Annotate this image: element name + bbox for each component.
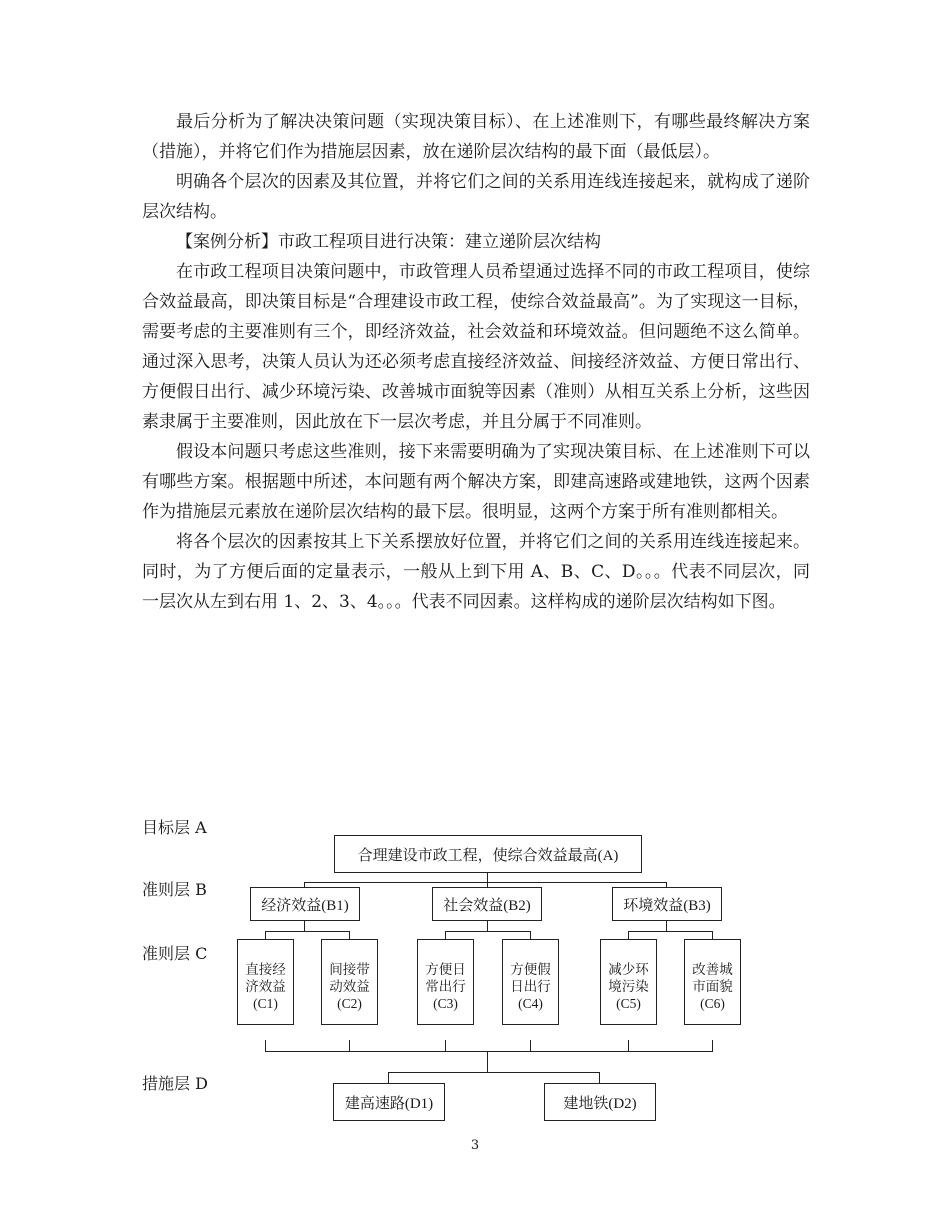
c-label-line2: 动效益: [329, 978, 370, 994]
c-label-line1: 方便假: [510, 961, 551, 977]
c-label-line1: 方便日: [425, 961, 466, 977]
level-label-c: 准则层 C: [142, 944, 208, 963]
c-label-line1: 间接带: [329, 961, 370, 977]
measure-d2-box: 建地铁(D2): [544, 1083, 656, 1121]
c-label-code: (C2): [337, 995, 362, 1011]
c-label-code: (C3): [433, 995, 458, 1011]
c-label-line1: 直接经: [245, 961, 286, 977]
paragraph: 在市政工程项目决策问题中，市政管理人员希望通过选择不同的市政工程项目，使综合效益最高，即决策目标是“合理建设市政工程，使综合效益最高”。为了实现这一目标，需要考虑的主要准则有三个，即经济效益，社会效益和环境效益。但问题绝不这么简单。通过深入思考，决策人员认为还必须考虑直接经济效益、间接经济效益、方便日常出行、方便假日出行、减少环境污染、改善城市面貌等因素（准则）从相互关系上分析，这些因素隶属于主要准则，因此放在下一层次考虑，并且分属于不同准则。: [142, 262, 810, 432]
criteria-b2-box: 社会效益(B2): [432, 887, 542, 921]
criteria-c3-box: [417, 939, 474, 1025]
criteria-b1-box: 经济效益(B1): [250, 887, 360, 921]
c-label-code: (C4): [518, 995, 543, 1011]
measure-d1-box: 建高速路(D1): [333, 1083, 445, 1121]
criteria-c4-box: [502, 939, 559, 1025]
c-label-line2: 济效益: [245, 978, 286, 994]
criteria-c6-box: [684, 939, 741, 1025]
paragraph: 明确各个层次的因素及其位置，并将它们之间的关系用连线连接起来，就构成了递阶层次结构。: [142, 172, 810, 222]
criteria-b3-box: 环境效益(B3): [612, 887, 722, 921]
level-label-b: 准则层 B: [142, 880, 207, 899]
c-label-line2: 常出行: [425, 978, 466, 994]
c-label-code: (C5): [616, 995, 641, 1011]
criteria-c5-box: [600, 939, 657, 1025]
c-label-line1: 改善城: [692, 961, 733, 977]
connector: [304, 882, 667, 883]
criteria-c2-box: [321, 939, 378, 1025]
paragraph: 假设本问题只考虑这些准则，接下来需要明确为了实现决策目标、在上述准则下可以有哪些方案。根据题中所述，本问题有两个解决方案，即建高速路或建地铁，这两个因素作为措施层元素放在递阶层次结构的最下层。很明显，这两个方案于所有准则都相关。: [142, 442, 810, 522]
connector: [445, 931, 531, 932]
paragraph: 将各个层次的因素按其上下关系摆放好位置，并将它们之间的关系用连线连接起来。同时，为了方便后面的定量表示，一般从上到下用 A、B、C、D。。。代表不同层次，同一层次从左到右用 1、2、3、4。。。代表不同因素。这样构成的递阶层次结构如下图。: [142, 532, 810, 612]
c-label-line2: 日出行: [510, 978, 551, 994]
level-label-d: 措施层 D: [142, 1074, 208, 1093]
connector: [487, 1051, 488, 1073]
goal-box: 合理建设市政工程，使综合效益最高(A): [334, 835, 642, 873]
c-label-code: (C6): [700, 995, 725, 1011]
connector: [388, 1072, 600, 1073]
criteria-c1-box: [237, 939, 294, 1025]
c-label-code: (C1): [253, 995, 278, 1011]
c-label-line1: 减少环: [608, 961, 649, 977]
paragraph: 最后分析为了解决决策问题（实现决策目标）、在上述准则下，有哪些最终解决方案（措施），并将它们作为措施层因素，放在递阶层次结构的最下面（最低层）。: [142, 112, 810, 162]
level-label-a: 目标层 A: [142, 818, 207, 837]
c-label-line2: 市面貌: [692, 978, 733, 994]
connector: [628, 931, 713, 932]
connector: [265, 931, 350, 932]
c-label-line2: 境污染: [608, 978, 649, 994]
connector: [265, 1051, 713, 1052]
page-number: 3: [470, 1138, 480, 1153]
case-heading: 【案例分析】市政工程项目进行决策：建立递阶层次结构: [176, 232, 601, 252]
